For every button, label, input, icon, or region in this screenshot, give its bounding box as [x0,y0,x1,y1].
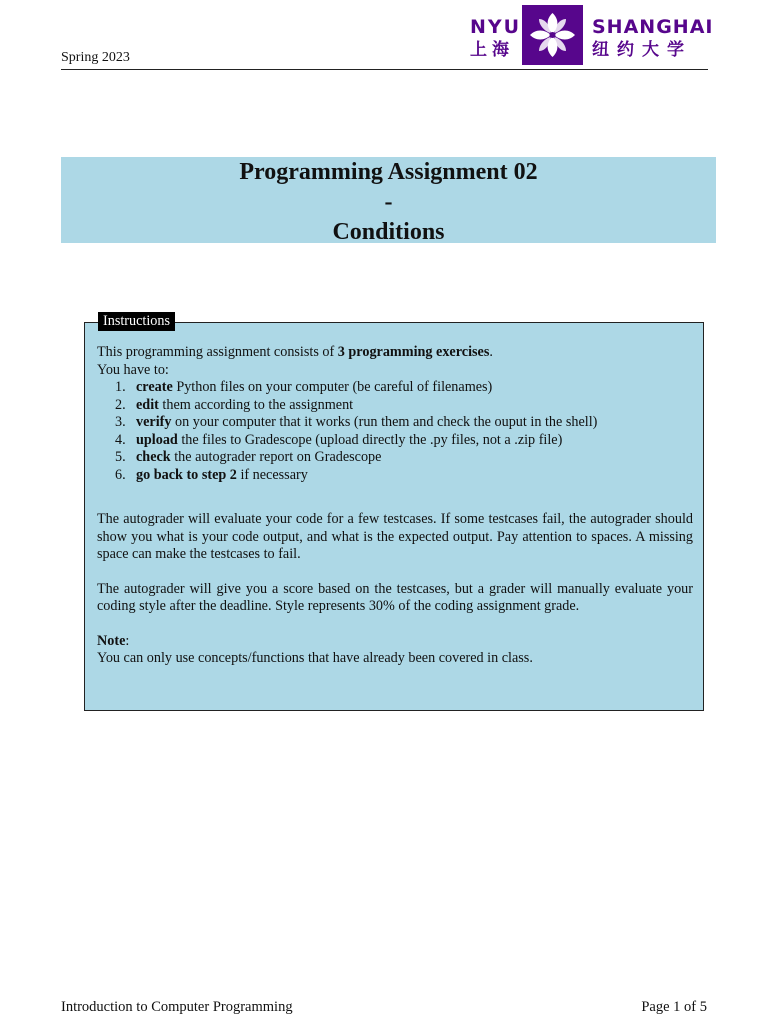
autograder-paragraph: The autograder will evaluate your code for a few testcases. If some testcases fail, the autograder should show you what is your code output, and what is the expected output. Pay attention to spaces. A missing space can make the testcases to fail. [97,511,693,562]
header-rule [61,69,708,70]
instructions-box [84,313,704,711]
intro-prefix: This programming assignment consists of [97,344,338,360]
instructions-body [97,344,693,668]
you-have-to: You have to: [97,361,169,378]
step-number: 4. [115,431,126,448]
nyu-torch-logo-icon [522,5,583,65]
instructions-label: Instructions [98,312,175,331]
semester-label: Spring 2023 [61,50,130,65]
step-number: 5. [115,449,126,465]
list-item [97,432,693,450]
list-item [97,414,693,432]
note-block [97,633,693,651]
style-paragraph: The autograder will give you a score based on the testcases, but a grader will manually evaluate your coding style after the deadline. Style represents 30% of the coding assignment grade. [97,580,693,614]
intro-line [97,344,693,362]
step-text: Python files on your computer (be careful of filenames) [172,379,493,395]
list-item [97,467,693,485]
step-number: 3. [115,414,126,430]
steps-list [97,379,693,484]
intro-bold: 3 programming exercises [337,344,490,360]
step-keyword: check [136,449,171,465]
logo-text-nyu: NYU [470,16,522,38]
nyu-shanghai-logo [470,5,714,65]
title-banner [61,157,716,243]
step-text: if necessary [236,466,308,483]
footer-page-number: Page 1 of 5 [641,999,707,1015]
step-number: 6. [115,466,126,483]
step-text: the autograder report on Gradescope [170,449,382,465]
step-keyword: verify [136,414,172,430]
step-text: them according to the assignment [158,396,354,413]
intro-suffix: . [489,344,493,360]
step-keyword: go back to step 2 [136,466,237,483]
step-number: 1. [115,379,126,395]
step-keyword: upload [136,431,178,448]
list-item [97,397,693,415]
logo-text-shanghai-cn: 纽约大学 [592,40,692,60]
list-item [97,449,693,467]
logo-text-nyu-cn: 上海 [470,40,514,60]
step-number: 2. [115,396,126,413]
note-text: You can only use concepts/functions that have already been covered in class. [97,650,533,666]
title-line-2: - [384,189,393,215]
step-text: on your computer that it works (run them and check the ouput in the shell) [171,414,598,430]
note-label: Note [97,632,126,649]
note-colon: : [125,632,130,649]
footer-course: Introduction to Computer Programming [61,999,293,1015]
title-line-3: Conditions [332,219,445,245]
step-text: the files to Gradescope (upload directly the .py files, not a .zip file) [177,431,563,448]
title-line-1: Programming Assignment 02 [239,159,538,185]
logo-text-shanghai: SHANGHAI [592,16,714,38]
step-keyword: edit [136,396,159,413]
list-item [97,379,693,397]
step-keyword: create [136,379,173,395]
